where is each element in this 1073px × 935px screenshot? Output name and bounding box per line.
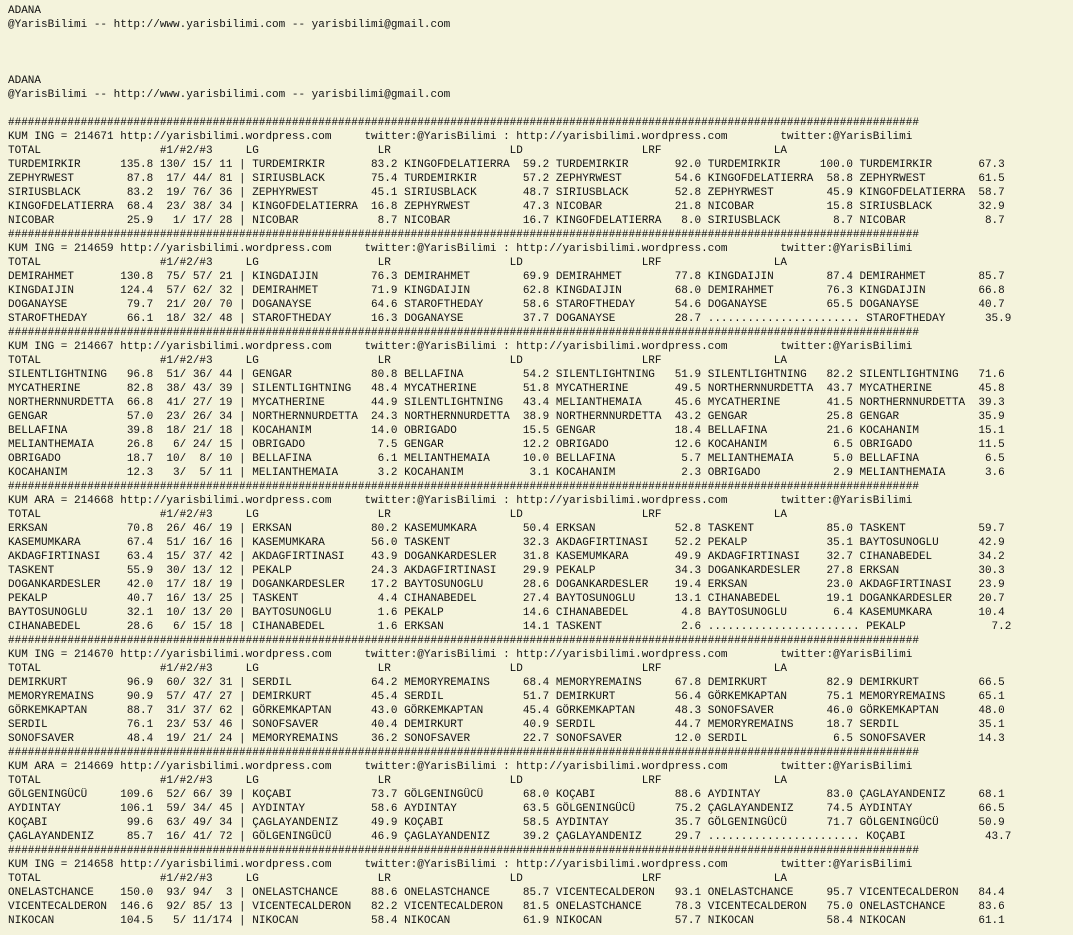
race-header: KUM ING = 214667 http://yarisbilimi.wordpress.com twitter:@YarisBilimi : http://yarisbilimi.wordpress.com twitter:@YarisBilimi [8,341,913,353]
column-header: TOTAL #1/#2/#3 LG LR LD LRF LA [8,663,787,675]
result-row: ONELASTCHANCE 150.0 93/ 94/ 3 | ONELASTCHANCE 88.6 ONELASTCHANCE 85.7 VICENTECALDERON 93.1 ONELASTCHANCE 95.7 VICENTECALDERON 84.4 [8,887,1005,899]
section-separator: ########################################################################################################################################## [8,747,919,759]
result-row: BELLAFINA 39.8 18/ 21/ 18 | KOCAHANIM 14.0 OBRIGADO 15.5 GENGAR 18.4 BELLAFINA 21.6 KOCAHANIM 15.1 [8,425,1005,437]
column-header: TOTAL #1/#2/#3 LG LR LD LRF LA [8,355,787,367]
result-row: MYCATHERINE 82.8 38/ 43/ 39 | SILENTLIGHTNING 48.4 MYCATHERINE 51.8 MYCATHERINE 49.5 NORTHERNNURDETTA 43.7 MYCATHERINE 45.8 [8,383,1005,395]
result-row: SILENTLIGHTNING 96.8 51/ 36/ 44 | GENGAR 80.8 BELLAFINA 54.2 SILENTLIGHTNING 51.9 SILENTLIGHTNING 82.2 SILENTLIGHTNING 71.6 [8,369,1005,381]
section-separator: ########################################################################################################################################## [8,327,919,339]
result-row: ZEPHYRWEST 87.8 17/ 44/ 81 | SIRIUSBLACK 75.4 TURDEMIRKIR 57.2 ZEPHYRWEST 54.6 KINGOFDELATIERRA 58.8 ZEPHYRWEST 61.5 [8,173,1005,185]
contact-line: @YarisBilimi -- http://www.yarisbilimi.com -- yarisbilimi@gmail.com [8,89,451,101]
result-row: BAYTOSUNOGLU 32.1 10/ 13/ 20 | BAYTOSUNOGLU 1.6 PEKALP 14.6 CIHANABEDEL 4.8 BAYTOSUNOGLU 6.4 KASEMUMKARA 10.4 [8,607,1005,619]
column-header: TOTAL #1/#2/#3 LG LR LD LRF LA [8,257,787,269]
result-row: TURDEMIRKIR 135.8 130/ 15/ 11 | TURDEMIRKIR 83.2 KINGOFDELATIERRA 59.2 TURDEMIRKIR 92.0 TURDEMIRKIR 100.0 TURDEMIRKIR 67.3 [8,159,1005,171]
race-header: KUM ARA = 214668 http://yarisbilimi.wordpress.com twitter:@YarisBilimi : http://yarisbilimi.wordpress.com twitter:@YarisBilimi [8,495,913,507]
blank-line [8,32,1073,46]
result-row: GÖLGENINGÜCÜ 109.6 52/ 66/ 39 | KOÇABI 73.7 GÖLGENINGÜCÜ 68.0 KOÇABI 88.6 AYDINTAY 83.0 ÇAGLAYANDENIZ 68.1 [8,789,1005,801]
blank-line [8,102,1073,116]
column-header: TOTAL #1/#2/#3 LG LR LD LRF LA [8,145,787,157]
column-header: TOTAL #1/#2/#3 LG LR LD LRF LA [8,873,787,885]
section-separator: ########################################################################################################################################## [8,481,919,493]
result-row: DOGANKARDESLER 42.0 17/ 18/ 19 | DOGANKARDESLER 17.2 BAYTOSUNOGLU 28.6 DOGANKARDESLER 19.4 ERKSAN 23.0 AKDAGFIRTINASI 23.9 [8,579,1005,591]
race-header: KUM ING = 214670 http://yarisbilimi.wordpress.com twitter:@YarisBilimi : http://yarisbilimi.wordpress.com twitter:@YarisBilimi [8,649,913,661]
result-row: GÖRKEMKAPTAN 88.7 31/ 37/ 62 | GÖRKEMKAPTAN 43.0 GÖRKEMKAPTAN 45.4 GÖRKEMKAPTAN 48.3 SONOFSAVER 46.0 GÖRKEMKAPTAN 48.0 [8,705,1005,717]
result-row: OBRIGADO 18.7 10/ 8/ 10 | BELLAFINA 6.1 MELIANTHEMAIA 10.0 BELLAFINA 5.7 MELIANTHEMAIA 5.0 BELLAFINA 6.5 [8,453,1005,465]
race-header: KUM ARA = 214669 http://yarisbilimi.wordpress.com twitter:@YarisBilimi : http://yarisbilimi.wordpress.com twitter:@YarisBilimi [8,761,913,773]
blank-line [8,46,1073,60]
city-title: ADANA [8,75,42,87]
result-row: GENGAR 57.0 23/ 26/ 34 | NORTHERNNURDETTA 24.3 NORTHERNNURDETTA 38.9 NORTHERNNURDETTA 43.2 GENGAR 25.8 GENGAR 35.9 [8,411,1005,423]
result-row: KOCAHANIM 12.3 3/ 5/ 11 | MELIANTHEMAIA 3.2 KOCAHANIM 3.1 KOCAHANIM 2.3 OBRIGADO 2.9 MELIANTHEMAIA 3.6 [8,467,1005,479]
column-header: TOTAL #1/#2/#3 LG LR LD LRF LA [8,509,787,521]
result-row: STAROFTHEDAY 66.1 18/ 32/ 48 | STAROFTHEDAY 16.3 DOGANAYSE 37.7 DOGANAYSE 28.7 ....................... STAROFTHEDAY 35.9 [8,313,1012,325]
race-header: KUM ING = 214671 http://yarisbilimi.wordpress.com twitter:@YarisBilimi : http://yarisbilimi.wordpress.com twitter:@YarisBilimi [8,131,913,143]
column-header: TOTAL #1/#2/#3 LG LR LD LRF LA [8,775,787,787]
section-separator: ########################################################################################################################################## [8,229,919,241]
result-row: VICENTECALDERON 146.6 92/ 85/ 13 | VICENTECALDERON 82.2 VICENTECALDERON 81.5 ONELASTCHANCE 78.3 VICENTECALDERON 75.0 ONELASTCHANCE 83.6 [8,901,1005,913]
race-header: KUM ING = 214658 http://yarisbilimi.wordpress.com twitter:@YarisBilimi : http://yarisbilimi.wordpress.com twitter:@YarisBilimi [8,859,913,871]
result-row: PEKALP 40.7 16/ 13/ 25 | TASKENT 4.4 CIHANABEDEL 27.4 BAYTOSUNOGLU 13.1 CIHANABEDEL 19.1 DOGANKARDESLER 20.7 [8,593,1005,605]
result-row: DOGANAYSE 79.7 21/ 20/ 70 | DOGANAYSE 64.6 STAROFTHEDAY 58.6 STAROFTHEDAY 54.6 DOGANAYSE 65.5 DOGANAYSE 40.7 [8,299,1005,311]
result-row: DEMIRKURT 96.9 60/ 32/ 31 | SERDIL 64.2 MEMORYREMAINS 68.4 MEMORYREMAINS 67.8 DEMIRKURT 82.9 DEMIRKURT 66.5 [8,677,1005,689]
result-row: KINGDAIJIN 124.4 57/ 62/ 32 | DEMIRAHMET 71.9 KINGDAIJIN 62.8 KINGDAIJIN 68.0 DEMIRAHMET 76.3 KINGDAIJIN 66.8 [8,285,1005,297]
result-row: ERKSAN 70.8 26/ 46/ 19 | ERKSAN 80.2 KASEMUMKARA 50.4 ERKSAN 52.8 TASKENT 85.0 TASKENT 59.7 [8,523,1005,535]
result-row: KASEMUMKARA 67.4 51/ 16/ 16 | KASEMUMKARA 56.0 TASKENT 32.3 AKDAGFIRTINASI 52.2 PEKALP 35.1 BAYTOSUNOGLU 42.9 [8,537,1005,549]
result-row: MELIANTHEMAIA 26.8 6/ 24/ 15 | OBRIGADO 7.5 GENGAR 12.2 OBRIGADO 12.6 KOCAHANIM 6.5 OBRIGADO 11.5 [8,439,1005,451]
result-row: ÇAGLAYANDENIZ 85.7 16/ 41/ 72 | GÖLGENINGÜCÜ 46.9 ÇAGLAYANDENIZ 39.2 ÇAGLAYANDENIZ 29.7 ....................... KOÇABI 43.7 [8,831,1012,843]
result-row: NICOBAR 25.9 1/ 17/ 28 | NICOBAR 8.7 NICOBAR 16.7 KINGOFDELATIERRA 8.0 SIRIUSBLACK 8.7 NICOBAR 8.7 [8,215,1005,227]
result-row: SIRIUSBLACK 83.2 19/ 76/ 36 | ZEPHYRWEST 45.1 SIRIUSBLACK 48.7 SIRIUSBLACK 52.8 ZEPHYRWEST 45.9 KINGOFDELATIERRA 58.7 [8,187,1005,199]
result-row: AKDAGFIRTINASI 63.4 15/ 37/ 42 | AKDAGFIRTINASI 43.9 DOGANKARDESLER 31.8 KASEMUMKARA 49.9 AKDAGFIRTINASI 32.7 CIHANABEDEL 34.2 [8,551,1005,563]
contact-line: @YarisBilimi -- http://www.yarisbilimi.com -- yarisbilimi@gmail.com [8,19,451,31]
blank-line [8,60,1073,74]
section-separator: ########################################################################################################################################## [8,845,919,857]
race-header: KUM ING = 214659 http://yarisbilimi.wordpress.com twitter:@YarisBilimi : http://yarisbilimi.wordpress.com twitter:@YarisBilimi [8,243,913,255]
city-title: ADANA [8,5,42,17]
section-separator: ########################################################################################################################################## [8,117,919,129]
result-row: MEMORYREMAINS 90.9 57/ 47/ 27 | DEMIRKURT 45.4 SERDIL 51.7 DEMIRKURT 56.4 GÖRKEMKAPTAN 75.1 MEMORYREMAINS 65.1 [8,691,1005,703]
result-row: TASKENT 55.9 30/ 13/ 12 | PEKALP 24.3 AKDAGFIRTINASI 29.9 PEKALP 34.3 DOGANKARDESLER 27.8 ERKSAN 30.3 [8,565,1005,577]
section-separator: ########################################################################################################################################## [8,635,919,647]
result-row: AYDINTAY 106.1 59/ 34/ 45 | AYDINTAY 58.6 AYDINTAY 63.5 GÖLGENINGÜCÜ 75.2 ÇAGLAYANDENIZ 74.5 AYDINTAY 66.5 [8,803,1005,815]
result-row: KOÇABI 99.6 63/ 49/ 34 | ÇAGLAYANDENIZ 49.9 KOÇABI 58.5 AYDINTAY 35.7 GÖLGENINGÜCÜ 71.7 GÖLGENINGÜCÜ 50.9 [8,817,1005,829]
result-row: SERDIL 76.1 23/ 53/ 46 | SONOFSAVER 40.4 DEMIRKURT 40.9 SERDIL 44.7 MEMORYREMAINS 18.7 SERDIL 35.1 [8,719,1005,731]
result-row: DEMIRAHMET 130.8 75/ 57/ 21 | KINGDAIJIN 76.3 DEMIRAHMET 69.9 DEMIRAHMET 77.8 KINGDAIJIN 87.4 DEMIRAHMET 85.7 [8,271,1005,283]
result-row: NORTHERNNURDETTA 66.8 41/ 27/ 19 | MYCATHERINE 44.9 SILENTLIGHTNING 43.4 MELIANTHEMAIA 45.6 MYCATHERINE 41.5 NORTHERNNURDETTA 39.3 [8,397,1005,409]
result-row: KINGOFDELATIERRA 68.4 23/ 38/ 34 | KINGOFDELATIERRA 16.8 ZEPHYRWEST 47.3 NICOBAR 21.8 NICOBAR 15.8 SIRIUSBLACK 32.9 [8,201,1005,213]
result-row: NIKOCAN 104.5 5/ 11/174 | NIKOCAN 58.4 NIKOCAN 61.9 NIKOCAN 57.7 NIKOCAN 58.4 NIKOCAN 61.1 [8,915,1005,927]
result-row: SONOFSAVER 48.4 19/ 21/ 24 | MEMORYREMAINS 36.2 SONOFSAVER 22.7 SONOFSAVER 12.0 SERDIL 6.5 SONOFSAVER 14.3 [8,733,1005,745]
result-row: CIHANABEDEL 28.6 6/ 15/ 18 | CIHANABEDEL 1.6 ERKSAN 14.1 TASKENT 2.6 ....................... PEKALP 7.2 [8,621,1012,633]
